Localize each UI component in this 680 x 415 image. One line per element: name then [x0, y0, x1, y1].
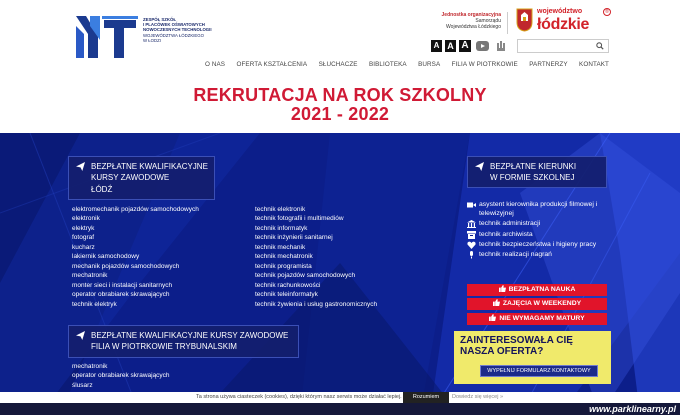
list-item[interactable]	[467, 250, 607, 259]
thumbs-up-icon	[489, 314, 496, 321]
coat-of-arms-icon	[516, 8, 533, 32]
course-list-lodz-col2	[255, 205, 377, 309]
box-title-piotrkow	[68, 325, 299, 358]
heart-pulse-icon	[467, 241, 476, 249]
search-field[interactable]	[518, 46, 596, 58]
page-title-year: 2021 - 2022	[290, 104, 390, 124]
list-item[interactable]	[467, 230, 607, 239]
region-logo-small: województwo	[537, 8, 583, 15]
school-name-line: ZESPÓŁ SZKÓŁ	[143, 17, 176, 22]
list-item[interactable]: fotograf	[72, 234, 95, 242]
list-item[interactable]: technik fotografii i multimediów	[255, 215, 344, 223]
footer-bar	[0, 403, 680, 415]
cookie-accept-button[interactable]: Rozumiem	[403, 392, 449, 403]
list-item-label: technik realizacji nagrań	[479, 251, 552, 259]
school-name-sub: WOJEWÓDZTWA ŁÓDZKIEGO	[143, 32, 204, 38]
list-item[interactable]: technik informatyk	[255, 224, 308, 232]
organization-line: Samorządu	[475, 18, 501, 24]
button-label: BEZPŁATNA NAUKA	[508, 286, 576, 293]
bank-icon	[467, 220, 476, 228]
button-label: NIE WYMAGAMY MATURY	[499, 315, 585, 322]
paper-plane-icon	[475, 162, 484, 171]
list-item[interactable]	[467, 200, 607, 218]
list-item[interactable]: kucharz	[72, 243, 95, 251]
list-item[interactable]: mechatronik	[72, 363, 108, 370]
box-title-school-form	[467, 156, 607, 188]
accessibility-hand-icon[interactable]	[494, 40, 508, 52]
cookie-more-link[interactable]: Dowiedz się więcej »	[452, 394, 504, 400]
nav-item-biblioteka[interactable]: BIBLIOTEKA	[368, 61, 407, 68]
nav-item-kontakt[interactable]: KONTAKT	[579, 61, 609, 68]
list-item[interactable]	[467, 240, 607, 249]
school-name-sub: W ŁODZI	[143, 37, 161, 43]
free-learning-button[interactable]	[467, 284, 607, 296]
font-size-small-button[interactable]: A	[431, 40, 442, 52]
site-header	[0, 0, 680, 78]
cta-question	[460, 335, 573, 357]
nav-item-partnerzy[interactable]: PARTNERZY	[529, 61, 568, 68]
region-logo-big: łódzkie	[537, 16, 590, 33]
school-name-line: NOWOCZESNYCH TECHNOLOGII	[143, 27, 212, 33]
list-item[interactable]: lakiernik samochodowy	[72, 253, 140, 261]
watermark-text: www.parklinearny.pl	[589, 404, 676, 414]
page-title-line: REKRUTACJA NA ROK SZKOLNY	[193, 85, 487, 105]
list-item[interactable]: technik pojazdów samochodowych	[255, 272, 356, 280]
list-item-label: technik bezpieczeństwa i higieny pracy	[479, 240, 597, 248]
main-navigation	[0, 61, 609, 68]
course-list-piotrkow	[72, 362, 170, 390]
font-size-large-button[interactable]: A	[459, 40, 471, 52]
school-form-list	[467, 200, 607, 260]
font-size-medium-button[interactable]: A	[445, 40, 456, 52]
box-title-line: BEZPŁATNE KWALIFIKACYJNE KURSY ZAWODOWE	[91, 331, 289, 340]
registered-icon: ®	[603, 8, 611, 16]
paper-plane-icon	[76, 162, 85, 171]
weekend-classes-button[interactable]	[467, 298, 607, 310]
list-item[interactable]: elektronik	[72, 215, 100, 223]
organization-info	[440, 12, 508, 34]
course-list-lodz-col1	[72, 205, 199, 309]
organization-line: Województwa Łódzkiego	[446, 24, 501, 30]
box-title-lodz	[68, 156, 215, 200]
search-icon[interactable]	[596, 42, 604, 50]
organization-line: Jednostka organizacyjna	[441, 12, 501, 18]
list-item[interactable]: operator obrabiarek skrawających	[72, 291, 170, 299]
contact-cta-box	[454, 331, 611, 384]
list-item[interactable]: ślusarz	[72, 381, 93, 389]
thumbs-up-icon	[493, 299, 500, 306]
youtube-icon[interactable]	[476, 41, 489, 51]
school-logo[interactable]	[76, 16, 138, 58]
list-item[interactable]: technik programista	[255, 262, 312, 270]
box-title-line: KURSY ZAWODOWE	[91, 173, 170, 183]
list-item[interactable]: technik mechanik	[255, 243, 306, 251]
list-item[interactable]	[467, 219, 607, 228]
archive-icon	[467, 231, 476, 239]
box-title-line: FILIA W PIOTRKOWIE TRYBUNALSKIM	[91, 342, 237, 352]
list-item-label: technik administracji	[479, 220, 541, 228]
cookie-text: Ta strona używa ciasteczek (cookies), dzięki którym nasz serwis może działać lepiej.	[196, 394, 402, 400]
list-item[interactable]: technik teleinformatyk	[255, 291, 318, 299]
region-logo[interactable]	[537, 8, 611, 34]
school-name-line: I PLACÓWEK OŚWIATOWYCH	[143, 22, 205, 28]
nav-item-bursa[interactable]: BURSA	[418, 61, 441, 68]
list-item[interactable]: technik mechatronik	[255, 253, 313, 261]
list-item[interactable]: operator obrabiarek skrawających	[72, 372, 170, 380]
list-item[interactable]: technik inżynierii sanitarnej	[255, 234, 333, 242]
cta-question-line: NASZA OFERTA?	[460, 346, 544, 357]
video-camera-icon	[467, 201, 476, 209]
contact-form-button[interactable]: WYPEŁNIJ FORMULARZ KONTAKTOWY	[480, 365, 598, 377]
list-item[interactable]: elektromechanik pojazdów samochodowych	[72, 206, 199, 213]
box-title-line: BEZPŁATNE KWALIFIKACYJNE	[91, 162, 208, 171]
list-item[interactable]: technik rachunkowości	[255, 281, 321, 289]
nav-item-oferta[interactable]: OFERTA KSZTAŁCENIA	[236, 61, 308, 68]
school-name	[143, 17, 233, 43]
paper-plane-icon	[76, 331, 85, 340]
page-title	[0, 86, 680, 124]
nav-item-o-nas[interactable]: O NAS	[205, 61, 226, 68]
list-item[interactable]: mechatronik	[72, 272, 108, 280]
list-item[interactable]: technik elektronik	[255, 206, 306, 213]
microphone-icon	[467, 251, 476, 259]
button-label: ZAJĘCIA W WEEKENDY	[502, 300, 582, 307]
list-item[interactable]: elektryk	[72, 224, 95, 232]
list-item[interactable]: technik elektryk	[72, 300, 117, 308]
list-item[interactable]: monter sieci i instalacji sanitarnych	[72, 281, 173, 289]
nav-item-sluchacze[interactable]: SŁUCHACZE	[318, 61, 358, 68]
box-title-line: W FORMIE SZKOLNEJ	[490, 173, 575, 183]
list-item-label: asystent kierownika produkcji filmowej i telewizyjnej	[479, 201, 598, 218]
nav-item-filia[interactable]: FILIA W PIOTRKOWIE	[451, 61, 518, 68]
list-item[interactable]: mechanik pojazdów samochodowych	[72, 262, 180, 270]
no-matura-required-button[interactable]	[467, 313, 607, 325]
box-title-line: BEZPŁATNE KIERUNKI	[490, 162, 577, 171]
cta-question-line: ZAINTERESOWAŁA CIĘ	[460, 335, 573, 346]
box-title-line: ŁÓDŹ	[91, 184, 113, 194]
search-input[interactable]	[517, 39, 609, 53]
cookie-banner	[0, 392, 680, 403]
list-item[interactable]: technik żywienia i usług gastronomicznych	[255, 300, 378, 308]
thumbs-up-icon	[499, 285, 506, 292]
list-item-label: technik archiwista	[479, 230, 533, 238]
